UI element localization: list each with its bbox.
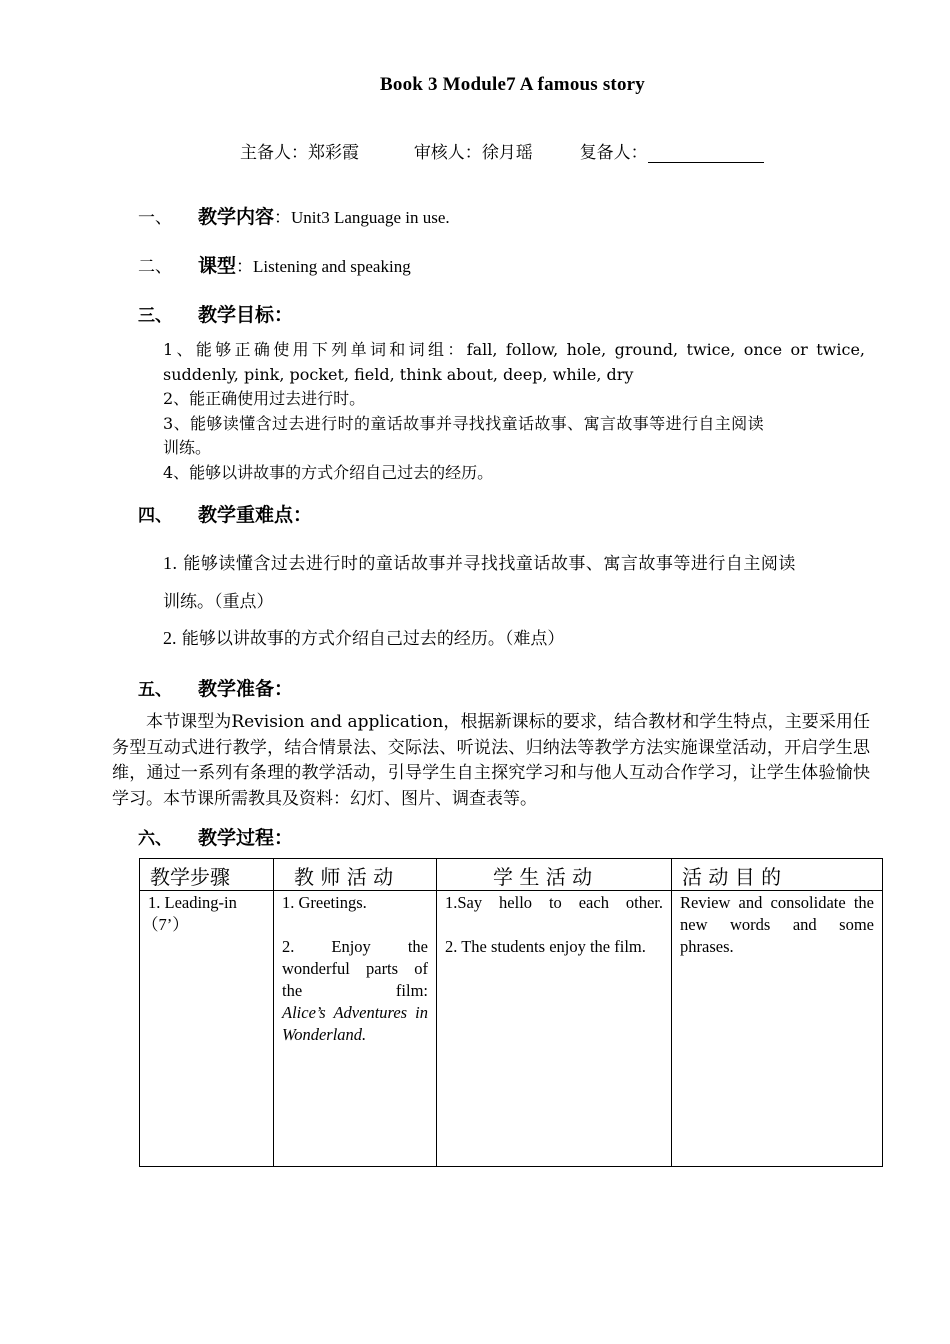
key-point-1-line-2: 训练。（重点） (163, 592, 274, 612)
key-point-1-number: 1. (163, 553, 178, 573)
section-process (138, 823, 293, 850)
goals-list (163, 338, 865, 485)
process-table (139, 858, 883, 1167)
section-lesson-type (138, 251, 411, 278)
header-student: 学 生 活 动 (437, 859, 672, 891)
reviewer-name: 徐月瑶 (481, 143, 533, 163)
step-name: 1. Leading-in (148, 893, 237, 912)
section-value: Unit3 Language in use. (291, 208, 450, 227)
cell-step (140, 891, 274, 1167)
preparers-line (240, 138, 764, 163)
section-label: 教学过程： (198, 827, 294, 849)
activity-purpose: Review and consolidate the new words and some phrases. (680, 893, 874, 956)
key-point-2 (163, 624, 564, 649)
section-label: 教学重难点： (198, 504, 313, 526)
section-label: 课型 (198, 255, 237, 277)
section-preparation (138, 674, 293, 701)
section-label: 教学内容 (198, 206, 275, 228)
goal-3-line-1: 3、能够读懂含过去进行时的童话故事并寻找找童话故事、寓言故事等进行自主阅读 (163, 413, 764, 433)
teacher-activity-2-film: Alice’s Adventures in Wonderland. (282, 1003, 428, 1044)
goal-3-line-2: 训练。 (163, 438, 212, 457)
header-teacher: 教 师 活 动 (274, 859, 437, 891)
section-colon: ： (236, 257, 254, 277)
page-title: Book 3 Module7 A famous story (380, 74, 645, 95)
section-label: 教学准备： (198, 678, 294, 700)
teacher-activity-1: 1. Greetings. (282, 893, 367, 912)
section-number: 三、 (138, 306, 172, 326)
section-content (138, 202, 450, 229)
section-number: 四、 (138, 506, 172, 526)
section-number: 一、 (138, 208, 172, 228)
key-point-2-text: 能够以讲故事的方式介绍自己过去的经历。（难点） (181, 629, 565, 649)
preparation-paragraph: 本节课型为Revision and application，根据新课标的要求，结合教材和学生特点，主要采用任务型互动式进行教学，结合情景法、交际法、听说法、归纳法等教学方法实施课堂活动，开启学生思维，通过一系列有条理的教学活动，引导学生自主探究学习和与他人互动合作学习，让学生体验愉快学习。本节课所需教具及资料：幻灯、图片、调查表等。 (112, 712, 870, 809)
section-label: 教学目标： (198, 304, 294, 326)
section-value: Listening and speaking (253, 257, 411, 276)
goal-4: 4、能够以讲故事的方式介绍自己过去的经历。 (163, 462, 494, 482)
backup-preparer-blank (648, 144, 764, 163)
goal-2: 2、能正确使用过去进行时。 (163, 389, 366, 408)
main-preparer-label: 主备人： (240, 143, 308, 163)
reviewer-label: 审核人： (413, 143, 482, 163)
backup-preparer-label: 复备人： (579, 143, 648, 163)
key-point-1-line-1 (163, 549, 865, 574)
section-number: 六、 (138, 829, 172, 849)
goal-1-line-2: suddenly, pink, pocket, field, think about, deep, while, dry (163, 364, 634, 384)
header-step: 教学步骤 (140, 859, 274, 891)
cell-student-activity (437, 891, 672, 1167)
goal-1-line-1: 1、能够正确使用下列单词和词组：fall, follow, hole, ground, twice, once or twice, (163, 340, 865, 359)
section-number: 五、 (138, 680, 172, 700)
table-header-row (140, 859, 883, 891)
step-time: （7’） (142, 915, 189, 934)
key-point-1-text: 能够读懂含过去进行时的童话故事并寻找找童话故事、寓言故事等进行自主阅读 (183, 554, 796, 574)
table-row (140, 891, 883, 1167)
section-goals (138, 300, 293, 327)
main-preparer-name: 郑彩霞 (308, 143, 359, 163)
section-key-points (138, 500, 312, 527)
cell-teacher-activity (274, 891, 437, 1167)
cell-purpose (672, 891, 883, 1167)
section-number: 二、 (138, 257, 172, 277)
key-point-2-number: 2. (163, 628, 177, 648)
header-purpose: 活 动 目 的 (672, 859, 883, 891)
student-activity-1: 1.Say hello to each other. (445, 893, 663, 912)
student-activity-2: 2. The students enjoy the film. (445, 937, 646, 956)
section-colon: ： (274, 208, 292, 228)
teacher-activity-2: 2. Enjoy the wonderful parts of the film: (282, 937, 428, 1000)
